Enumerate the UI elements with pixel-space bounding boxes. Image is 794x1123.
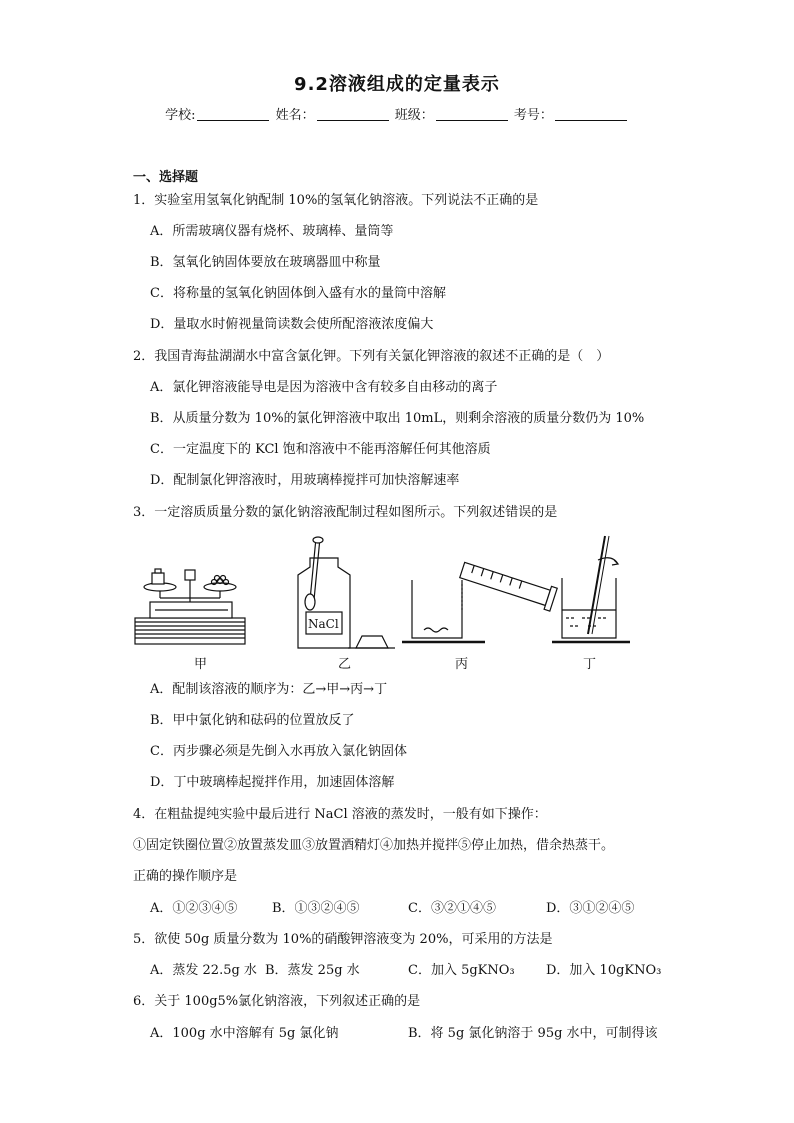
q2-stem: 2．我国青海盐湖湖水中富含氯化钾。下列有关氯化钾溶液的叙述不正确的是（ ） [133,349,610,364]
section-heading: 一、选择题 [133,170,199,185]
q1-option-c: C．将称量的氢氧化钠固体倒入盛有水的量筒中溶解 [150,286,446,301]
bottle-label: NaCl [308,617,339,631]
q2-option-b: B．从质量分数为 10%的氯化钾溶液中取出 10mL，则剩余溶液的质量分数仍为 10% [150,411,645,426]
name-blank[interactable] [317,108,389,121]
q3-option-b: B．甲中氯化钠和砝码的位置放反了 [150,713,355,728]
figure-label-yi: 乙 [338,657,352,672]
student-info-line [0,104,794,123]
q1-option-d: D．量取水时俯视量筒读数会使所配溶液浓度偏大 [150,317,434,332]
q3-option-d: D．丁中玻璃棒起搅拌作用，加速固体溶解 [150,775,395,790]
stirring-illustration [552,536,630,642]
q5-option-c: C．加入 5gKNO₃ [408,963,515,978]
q1-option-a: A．所需玻璃仪器有烧杯、玻璃棒、量筒等 [150,224,394,239]
q4-option-d: D．③①②④⑤ [546,901,635,916]
exam-no-blank[interactable] [555,108,627,121]
q5-option-d: D．加入 10gKNO₃ [546,963,662,978]
q3-stem: 3．一定溶质质量分数的氯化钠溶液配制过程如图所示。下列叙述错误的是 [133,505,558,520]
class-label: 班级： [394,108,434,123]
figure-label-bing: 丙 [455,657,469,672]
figure-label-ding: 丁 [583,657,597,672]
q3-option-a: A．配制该溶液的顺序为：乙→甲→丙→丁 [150,682,388,697]
q6-stem: 6．关于 100g5%氯化钠溶液，下列叙述正确的是 [133,994,421,1009]
school-blank[interactable] [197,108,269,121]
q6-option-a: A．100g 水中溶解有 5g 氯化钠 [150,1026,339,1041]
reagent-bottle-illustration [298,537,395,648]
q1-stem: 1．实验室用氢氧化钠配制 10%的氢氧化钠溶液。下列说法不正确的是 [133,193,539,208]
q4-option-a: A．①②③④⑤ [150,901,238,916]
q5-option-a: A．蒸发 22.5g 水 [150,963,257,978]
name-label: 姓名： [275,108,315,123]
q1-option-b: B．氢氧化钠固体要放在玻璃器皿中称量 [150,255,381,270]
school-label: 学校: [165,108,196,123]
balance-illustration [135,569,245,644]
exam-no-label: 考号： [513,108,553,123]
pouring-illustration [402,559,557,642]
class-blank[interactable] [436,108,508,121]
q4-stem: 4．在粗盐提纯实验中最后进行 NaCl 溶液的蒸发时，一般有如下操作： [133,807,547,822]
q6-option-b: B．将 5g 氯化钠溶于 95g 水中，可制得该 [408,1026,658,1041]
q2-option-a: A．氯化钾溶液能导电是因为溶液中含有较多自由移动的离子 [150,380,498,395]
q4-option-b: B．①③②④⑤ [272,901,360,916]
q2-option-d: D．配制氯化钾溶液时，用玻璃棒搅拌可加快溶解速率 [150,473,460,488]
q4-option-c: C．③②①④⑤ [408,901,496,916]
q4-prompt: 正确的操作顺序是 [133,869,238,884]
q5-stem: 5．欲使 50g 质量分数为 10%的硝酸钾溶液变为 20%，可采用的方法是 [133,932,553,947]
q3-option-c: C．丙步骤必须是先倒入水再放入氯化钠固体 [150,744,407,759]
page-title: 9.2溶液组成的定量表示 [294,74,500,95]
q5-option-b: B．蒸发 25g 水 [265,963,360,978]
q2-option-c: C．一定温度下的 KCl 饱和溶液中不能再溶解任何其他溶质 [150,442,491,457]
figure-label-jia: 甲 [194,657,208,672]
q4-steps: ①固定铁圈位置②放置蒸发皿③放置酒精灯④加热并搅拌⑤停止加热，借余热蒸干。 [133,838,615,853]
